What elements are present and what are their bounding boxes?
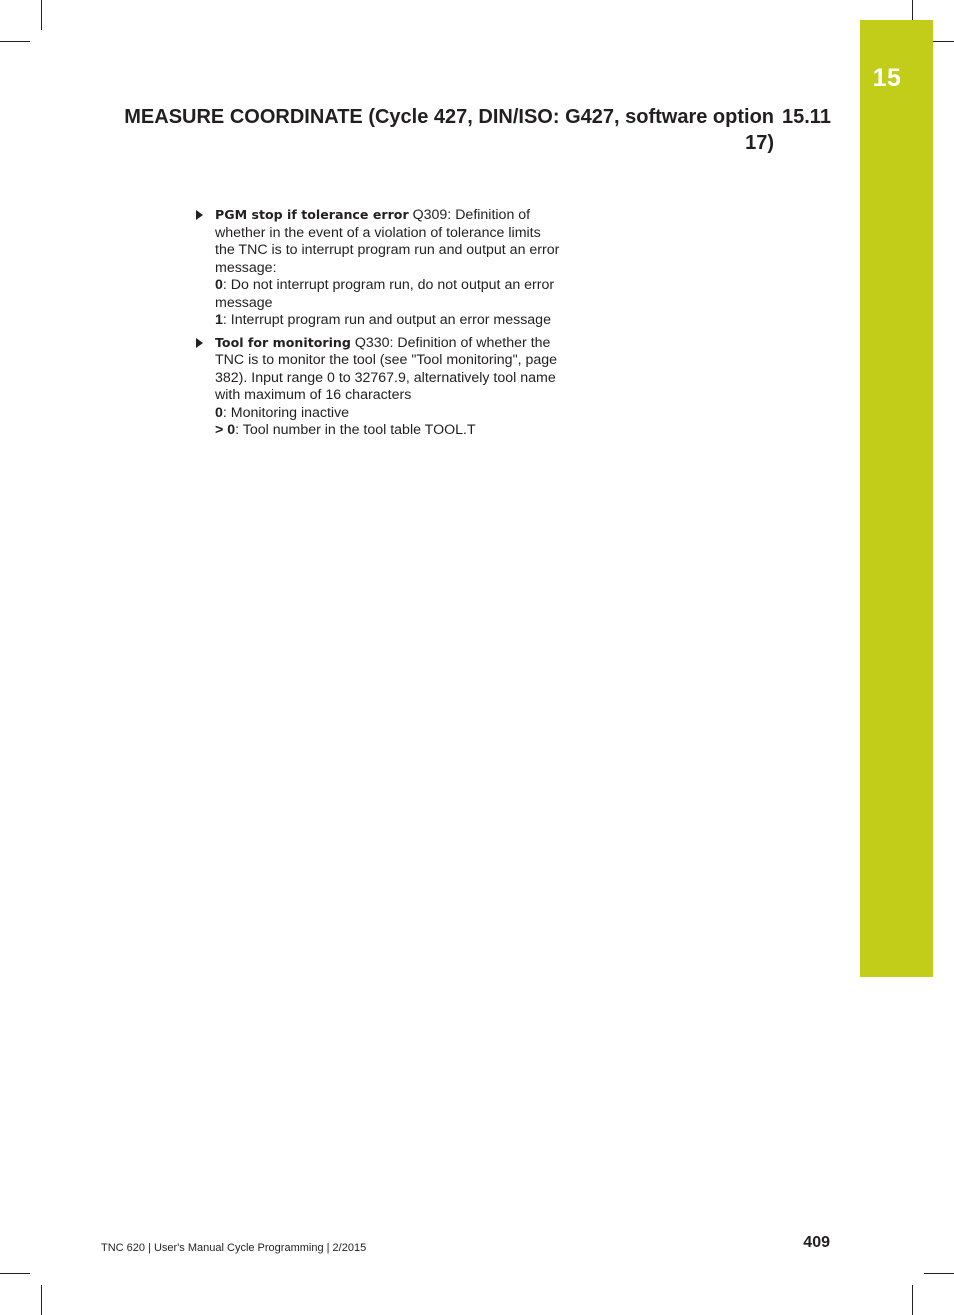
crop-mark [0,41,30,42]
list-item [193,206,563,330]
parameter-intro: Q330: Definition of whether the TNC is to monitor the tool (see "Tool monitoring", page 382). Input range 0 to 32767.9, alternatively tool name with maximum of 16 characters [215,334,558,403]
parameter-option [215,405,563,423]
option-text: : Do not interrupt program run, do not output an error message [215,277,555,311]
chapter-number: 15 [872,64,902,92]
header-title-line: MEASURE COORDINATE (Cycle 427, DIN/ISO: G427, software option [124,106,774,128]
parameter-option [215,422,563,440]
option-text: : Monitoring inactive [222,404,350,421]
page-number: 409 [803,1234,830,1251]
crop-mark [41,0,42,30]
option-key: 0 [215,404,223,421]
parameter-option [215,312,563,330]
parameter-intro: Q309: Definition of whether in the event of a violation of tolerance limits the TNC is to interrupt program run and output an error message: [215,207,560,276]
crop-mark [924,1273,954,1274]
crop-mark [41,1285,42,1315]
header-title-line: 17) [745,132,774,154]
option-key: > 0 [215,422,236,438]
parameter-term: PGM stop if tolerance error [215,207,409,222]
triangle-bullet-icon [196,210,203,220]
parameter-term: Tool for monitoring [215,334,351,350]
parameter-list [193,206,563,444]
option-text: : Interrupt program run and output an error message [222,312,551,328]
parameter-description [215,335,557,404]
chapter-tab [860,20,933,977]
parameter-description [215,207,559,276]
footer-text: TNC 620 | User's Manual Cycle Programming | 2/2015 [101,1242,367,1254]
section-number: 15.11 [782,106,831,128]
list-item [193,334,563,440]
option-key: 0 [215,277,223,293]
crop-mark [0,1273,30,1274]
parameter-option [215,277,563,312]
option-text: : Tool number in the tool table TOOL.T [235,422,476,438]
option-key: 1 [215,312,223,328]
crop-mark [912,1285,913,1315]
page-header-title [100,104,774,156]
triangle-bullet-icon [196,338,203,348]
